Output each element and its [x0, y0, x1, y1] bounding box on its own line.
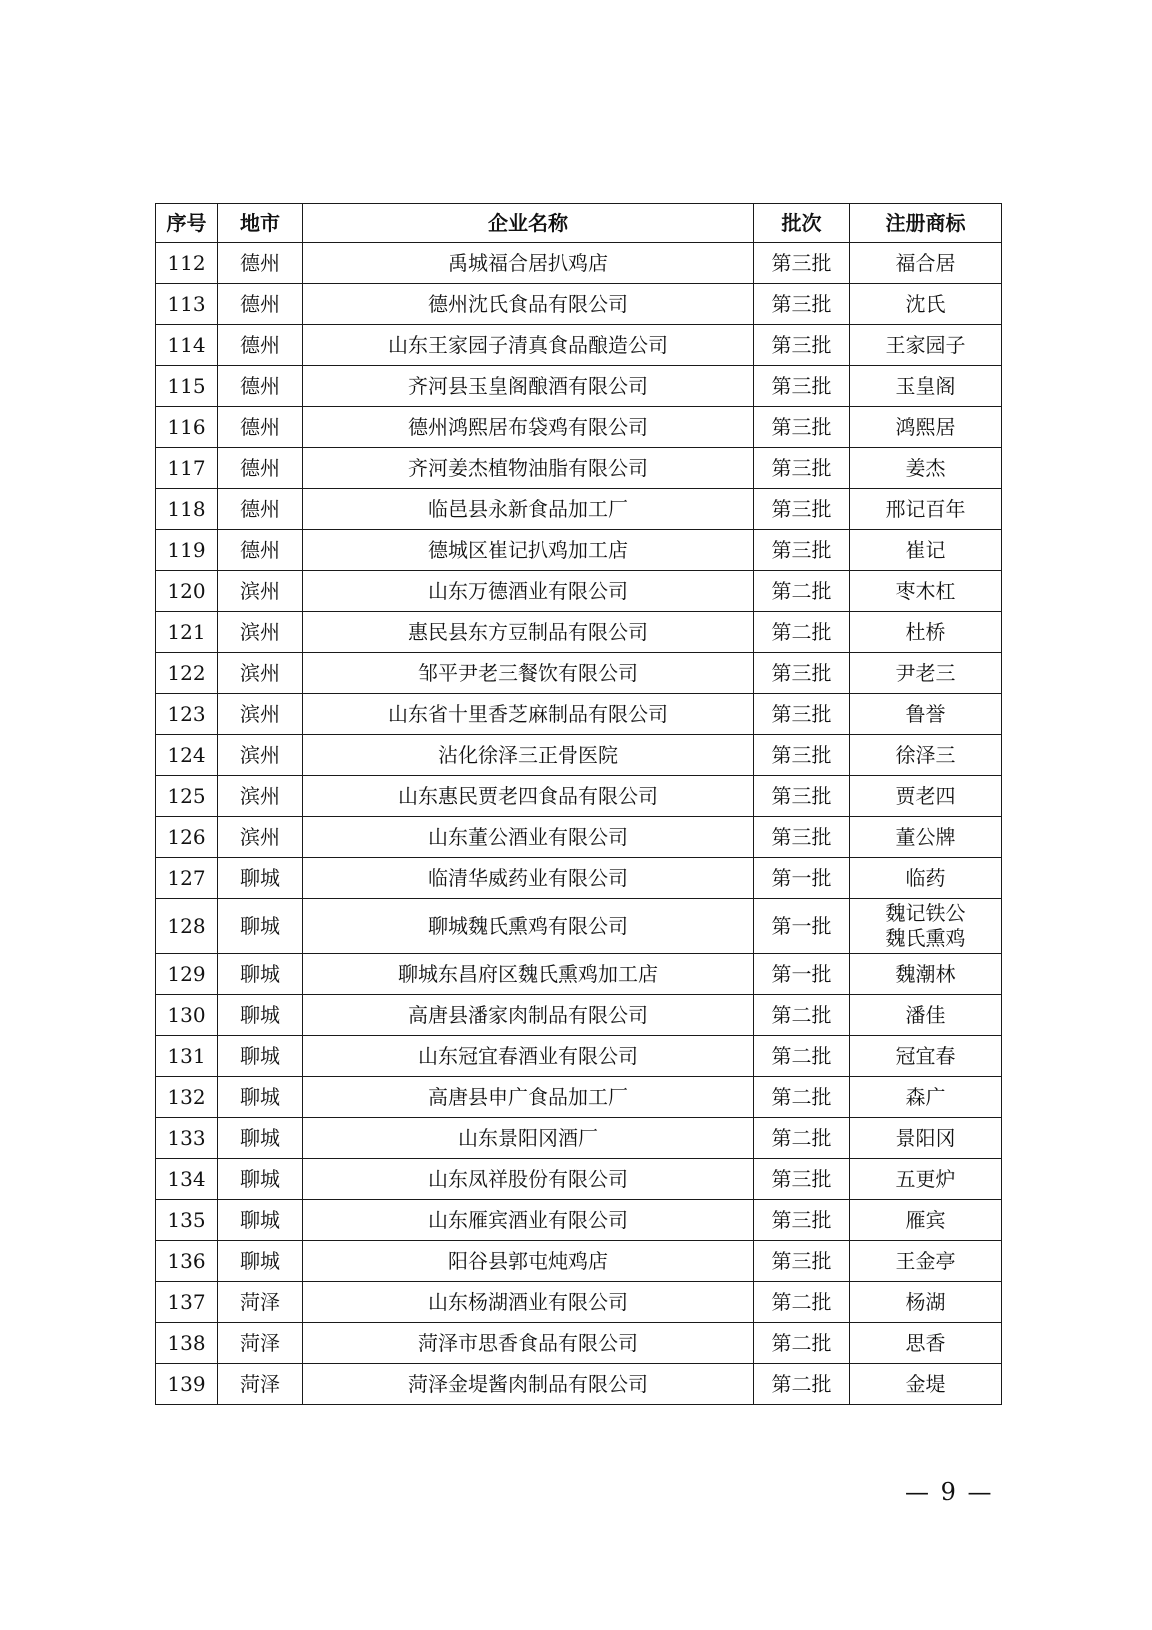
cell-serial-number: 130 [156, 995, 218, 1036]
trademark-name: 王家园子 [885, 332, 966, 357]
table-row [156, 653, 1002, 694]
cell-company-name: 惠民县东方豆制品有限公司 [303, 612, 754, 653]
table-row [156, 1241, 1002, 1282]
cell-city: 德州 [218, 530, 303, 571]
table-row [156, 612, 1002, 653]
cell-company-name: 高唐县申广食品加工厂 [303, 1077, 754, 1118]
table-row [156, 954, 1002, 995]
table-row [156, 776, 1002, 817]
table-row [156, 817, 1002, 858]
cell-trademark [850, 530, 1002, 571]
cell-batch: 第二批 [754, 1282, 850, 1323]
cell-serial-number: 127 [156, 858, 218, 899]
cell-city: 德州 [218, 243, 303, 284]
trademark-name: 魏潮林 [895, 961, 956, 986]
cell-batch: 第三批 [754, 1241, 850, 1282]
cell-city: 德州 [218, 448, 303, 489]
cell-trademark [850, 1282, 1002, 1323]
trademark-name: 姜杰 [905, 455, 946, 480]
cell-batch: 第三批 [754, 366, 850, 407]
table-row [156, 284, 1002, 325]
header-registered-trademark: 注册商标 [850, 204, 1002, 243]
table-row [156, 1364, 1002, 1405]
cell-serial-number: 136 [156, 1241, 218, 1282]
cell-batch: 第三批 [754, 694, 850, 735]
cell-company-name: 聊城魏氏熏鸡有限公司 [303, 899, 754, 954]
cell-city: 菏泽 [218, 1364, 303, 1405]
trademark-name: 董公牌 [895, 824, 956, 849]
table-row [156, 243, 1002, 284]
cell-serial-number: 137 [156, 1282, 218, 1323]
cell-serial-number: 131 [156, 1036, 218, 1077]
cell-company-name: 德城区崔记扒鸡加工店 [303, 530, 754, 571]
trademark-name: 魏氏熏鸡 [885, 926, 966, 950]
cell-trademark [850, 325, 1002, 366]
cell-batch: 第三批 [754, 489, 850, 530]
table-row [156, 1118, 1002, 1159]
table-row [156, 530, 1002, 571]
cell-city: 聊城 [218, 1241, 303, 1282]
cell-serial-number: 126 [156, 817, 218, 858]
trademark-name: 杨湖 [905, 1289, 946, 1314]
cell-batch: 第三批 [754, 653, 850, 694]
cell-serial-number: 123 [156, 694, 218, 735]
cell-batch: 第三批 [754, 735, 850, 776]
cell-city: 德州 [218, 325, 303, 366]
trademark-name: 森广 [905, 1084, 946, 1109]
cell-trademark [850, 448, 1002, 489]
cell-city: 菏泽 [218, 1323, 303, 1364]
cell-serial-number: 114 [156, 325, 218, 366]
table-row [156, 1159, 1002, 1200]
cell-city: 聊城 [218, 954, 303, 995]
cell-serial-number: 129 [156, 954, 218, 995]
trademark-name: 冠宜春 [895, 1043, 956, 1068]
cell-city: 滨州 [218, 735, 303, 776]
cell-trademark [850, 366, 1002, 407]
table-row [156, 1036, 1002, 1077]
cell-company-name: 山东董公酒业有限公司 [303, 817, 754, 858]
cell-batch: 第二批 [754, 1323, 850, 1364]
cell-trademark [850, 1323, 1002, 1364]
trademark-table [155, 203, 1002, 1405]
header-company-name: 企业名称 [303, 204, 754, 243]
cell-company-name: 山东王家园子清真食品酿造公司 [303, 325, 754, 366]
cell-trademark [850, 899, 1002, 954]
cell-company-name: 菏泽金堤酱肉制品有限公司 [303, 1364, 754, 1405]
cell-trademark [850, 776, 1002, 817]
cell-city: 德州 [218, 407, 303, 448]
table-row [156, 735, 1002, 776]
cell-serial-number: 138 [156, 1323, 218, 1364]
cell-batch: 第二批 [754, 571, 850, 612]
trademark-name: 徐泽三 [895, 742, 956, 767]
table-row [156, 1077, 1002, 1118]
cell-city: 菏泽 [218, 1282, 303, 1323]
cell-company-name: 德州沈氏食品有限公司 [303, 284, 754, 325]
cell-company-name: 山东惠民贾老四食品有限公司 [303, 776, 754, 817]
cell-batch: 第三批 [754, 284, 850, 325]
cell-batch: 第二批 [754, 1118, 850, 1159]
trademark-name: 邢记百年 [885, 496, 966, 521]
cell-trademark [850, 1036, 1002, 1077]
cell-serial-number: 118 [156, 489, 218, 530]
cell-company-name: 阳谷县郭屯炖鸡店 [303, 1241, 754, 1282]
cell-city: 滨州 [218, 694, 303, 735]
table-row [156, 407, 1002, 448]
trademark-name: 枣木杠 [895, 578, 956, 603]
trademark-name: 潘佳 [905, 1002, 946, 1027]
cell-serial-number: 119 [156, 530, 218, 571]
cell-trademark [850, 694, 1002, 735]
cell-city: 德州 [218, 284, 303, 325]
cell-company-name: 山东万德酒业有限公司 [303, 571, 754, 612]
cell-trademark [850, 1241, 1002, 1282]
cell-batch: 第一批 [754, 899, 850, 954]
cell-batch: 第二批 [754, 612, 850, 653]
cell-company-name: 高唐县潘家肉制品有限公司 [303, 995, 754, 1036]
cell-batch: 第二批 [754, 995, 850, 1036]
cell-trademark [850, 1118, 1002, 1159]
trademark-name: 雁宾 [905, 1207, 946, 1232]
header-serial-number: 序号 [156, 204, 218, 243]
cell-city: 德州 [218, 366, 303, 407]
cell-serial-number: 117 [156, 448, 218, 489]
trademark-name: 贾老四 [895, 783, 956, 808]
cell-company-name: 山东雁宾酒业有限公司 [303, 1200, 754, 1241]
cell-city: 滨州 [218, 612, 303, 653]
cell-trademark [850, 858, 1002, 899]
cell-city: 滨州 [218, 817, 303, 858]
trademark-name: 杜桥 [905, 619, 946, 644]
cell-city: 聊城 [218, 995, 303, 1036]
trademark-name: 临药 [905, 865, 946, 890]
cell-city: 滨州 [218, 653, 303, 694]
cell-batch: 第三批 [754, 407, 850, 448]
cell-serial-number: 121 [156, 612, 218, 653]
cell-city: 聊城 [218, 858, 303, 899]
cell-trademark [850, 817, 1002, 858]
cell-trademark [850, 954, 1002, 995]
header-city: 地市 [218, 204, 303, 243]
trademark-name: 福合居 [895, 250, 956, 275]
trademark-name: 鸿熙居 [895, 414, 956, 439]
header-batch: 批次 [754, 204, 850, 243]
cell-batch: 第二批 [754, 1077, 850, 1118]
cell-company-name: 德州鸿熙居布袋鸡有限公司 [303, 407, 754, 448]
table-header-row [156, 204, 1002, 243]
cell-serial-number: 116 [156, 407, 218, 448]
cell-trademark [850, 612, 1002, 653]
cell-batch: 第二批 [754, 1036, 850, 1077]
cell-serial-number: 115 [156, 366, 218, 407]
trademark-name: 鲁誉 [905, 701, 946, 726]
table-row [156, 899, 1002, 954]
cell-trademark [850, 243, 1002, 284]
table-row [156, 995, 1002, 1036]
cell-trademark [850, 284, 1002, 325]
cell-city: 聊城 [218, 1200, 303, 1241]
cell-city: 聊城 [218, 1159, 303, 1200]
cell-company-name: 山东冠宜春酒业有限公司 [303, 1036, 754, 1077]
cell-serial-number: 125 [156, 776, 218, 817]
cell-company-name: 禹城福合居扒鸡店 [303, 243, 754, 284]
trademark-name: 景阳冈 [895, 1125, 956, 1150]
cell-company-name: 齐河县玉皇阁酿酒有限公司 [303, 366, 754, 407]
cell-company-name: 沾化徐泽三正骨医院 [303, 735, 754, 776]
cell-serial-number: 132 [156, 1077, 218, 1118]
cell-trademark [850, 489, 1002, 530]
cell-batch: 第三批 [754, 817, 850, 858]
cell-batch: 第三批 [754, 448, 850, 489]
cell-batch: 第三批 [754, 530, 850, 571]
trademark-name: 沈氏 [905, 291, 946, 316]
trademark-name: 五更炉 [895, 1166, 956, 1191]
cell-batch: 第三批 [754, 1200, 850, 1241]
cell-trademark [850, 653, 1002, 694]
cell-trademark [850, 995, 1002, 1036]
cell-company-name: 临邑县永新食品加工厂 [303, 489, 754, 530]
table-row [156, 448, 1002, 489]
cell-city: 聊城 [218, 1118, 303, 1159]
table-body [156, 243, 1002, 1405]
cell-serial-number: 124 [156, 735, 218, 776]
table-row [156, 1323, 1002, 1364]
cell-city: 聊城 [218, 1077, 303, 1118]
cell-trademark [850, 571, 1002, 612]
cell-company-name: 聊城东昌府区魏氏熏鸡加工店 [303, 954, 754, 995]
table-row [156, 325, 1002, 366]
cell-company-name: 山东省十里香芝麻制品有限公司 [303, 694, 754, 735]
cell-company-name: 山东凤祥股份有限公司 [303, 1159, 754, 1200]
cell-serial-number: 139 [156, 1364, 218, 1405]
cell-trademark [850, 1200, 1002, 1241]
cell-serial-number: 113 [156, 284, 218, 325]
table-row [156, 1200, 1002, 1241]
cell-serial-number: 128 [156, 899, 218, 954]
cell-city: 滨州 [218, 571, 303, 612]
cell-serial-number: 134 [156, 1159, 218, 1200]
cell-company-name: 邹平尹老三餐饮有限公司 [303, 653, 754, 694]
cell-batch: 第一批 [754, 858, 850, 899]
cell-trademark [850, 1364, 1002, 1405]
table-row [156, 1282, 1002, 1323]
trademark-name: 王金亭 [895, 1248, 956, 1273]
trademark-name: 魏记铁公 [885, 901, 966, 925]
cell-trademark [850, 735, 1002, 776]
table-row [156, 694, 1002, 735]
cell-city: 聊城 [218, 1036, 303, 1077]
cell-batch: 第三批 [754, 1159, 850, 1200]
table-row [156, 858, 1002, 899]
trademark-name: 崔记 [905, 537, 946, 562]
trademark-name: 金堤 [905, 1371, 946, 1396]
cell-serial-number: 133 [156, 1118, 218, 1159]
cell-serial-number: 120 [156, 571, 218, 612]
trademark-name: 玉皇阁 [895, 373, 956, 398]
cell-company-name: 山东景阳冈酒厂 [303, 1118, 754, 1159]
cell-company-name: 齐河姜杰植物油脂有限公司 [303, 448, 754, 489]
trademark-name: 尹老三 [895, 660, 956, 685]
cell-company-name: 临清华威药业有限公司 [303, 858, 754, 899]
cell-city: 滨州 [218, 776, 303, 817]
table-row [156, 366, 1002, 407]
cell-trademark [850, 1159, 1002, 1200]
cell-trademark [850, 1077, 1002, 1118]
table-row [156, 571, 1002, 612]
trademark-name: 思香 [905, 1330, 946, 1355]
cell-city: 聊城 [218, 899, 303, 954]
cell-batch: 第三批 [754, 243, 850, 284]
cell-batch: 第三批 [754, 776, 850, 817]
cell-batch: 第一批 [754, 954, 850, 995]
cell-company-name: 山东杨湖酒业有限公司 [303, 1282, 754, 1323]
cell-serial-number: 112 [156, 243, 218, 284]
cell-batch: 第二批 [754, 1364, 850, 1405]
cell-serial-number: 122 [156, 653, 218, 694]
table-row [156, 489, 1002, 530]
cell-city: 德州 [218, 489, 303, 530]
cell-batch: 第三批 [754, 325, 850, 366]
cell-company-name: 菏泽市思香食品有限公司 [303, 1323, 754, 1364]
cell-serial-number: 135 [156, 1200, 218, 1241]
cell-trademark [850, 407, 1002, 448]
page-number: — 9 — [905, 1478, 994, 1506]
